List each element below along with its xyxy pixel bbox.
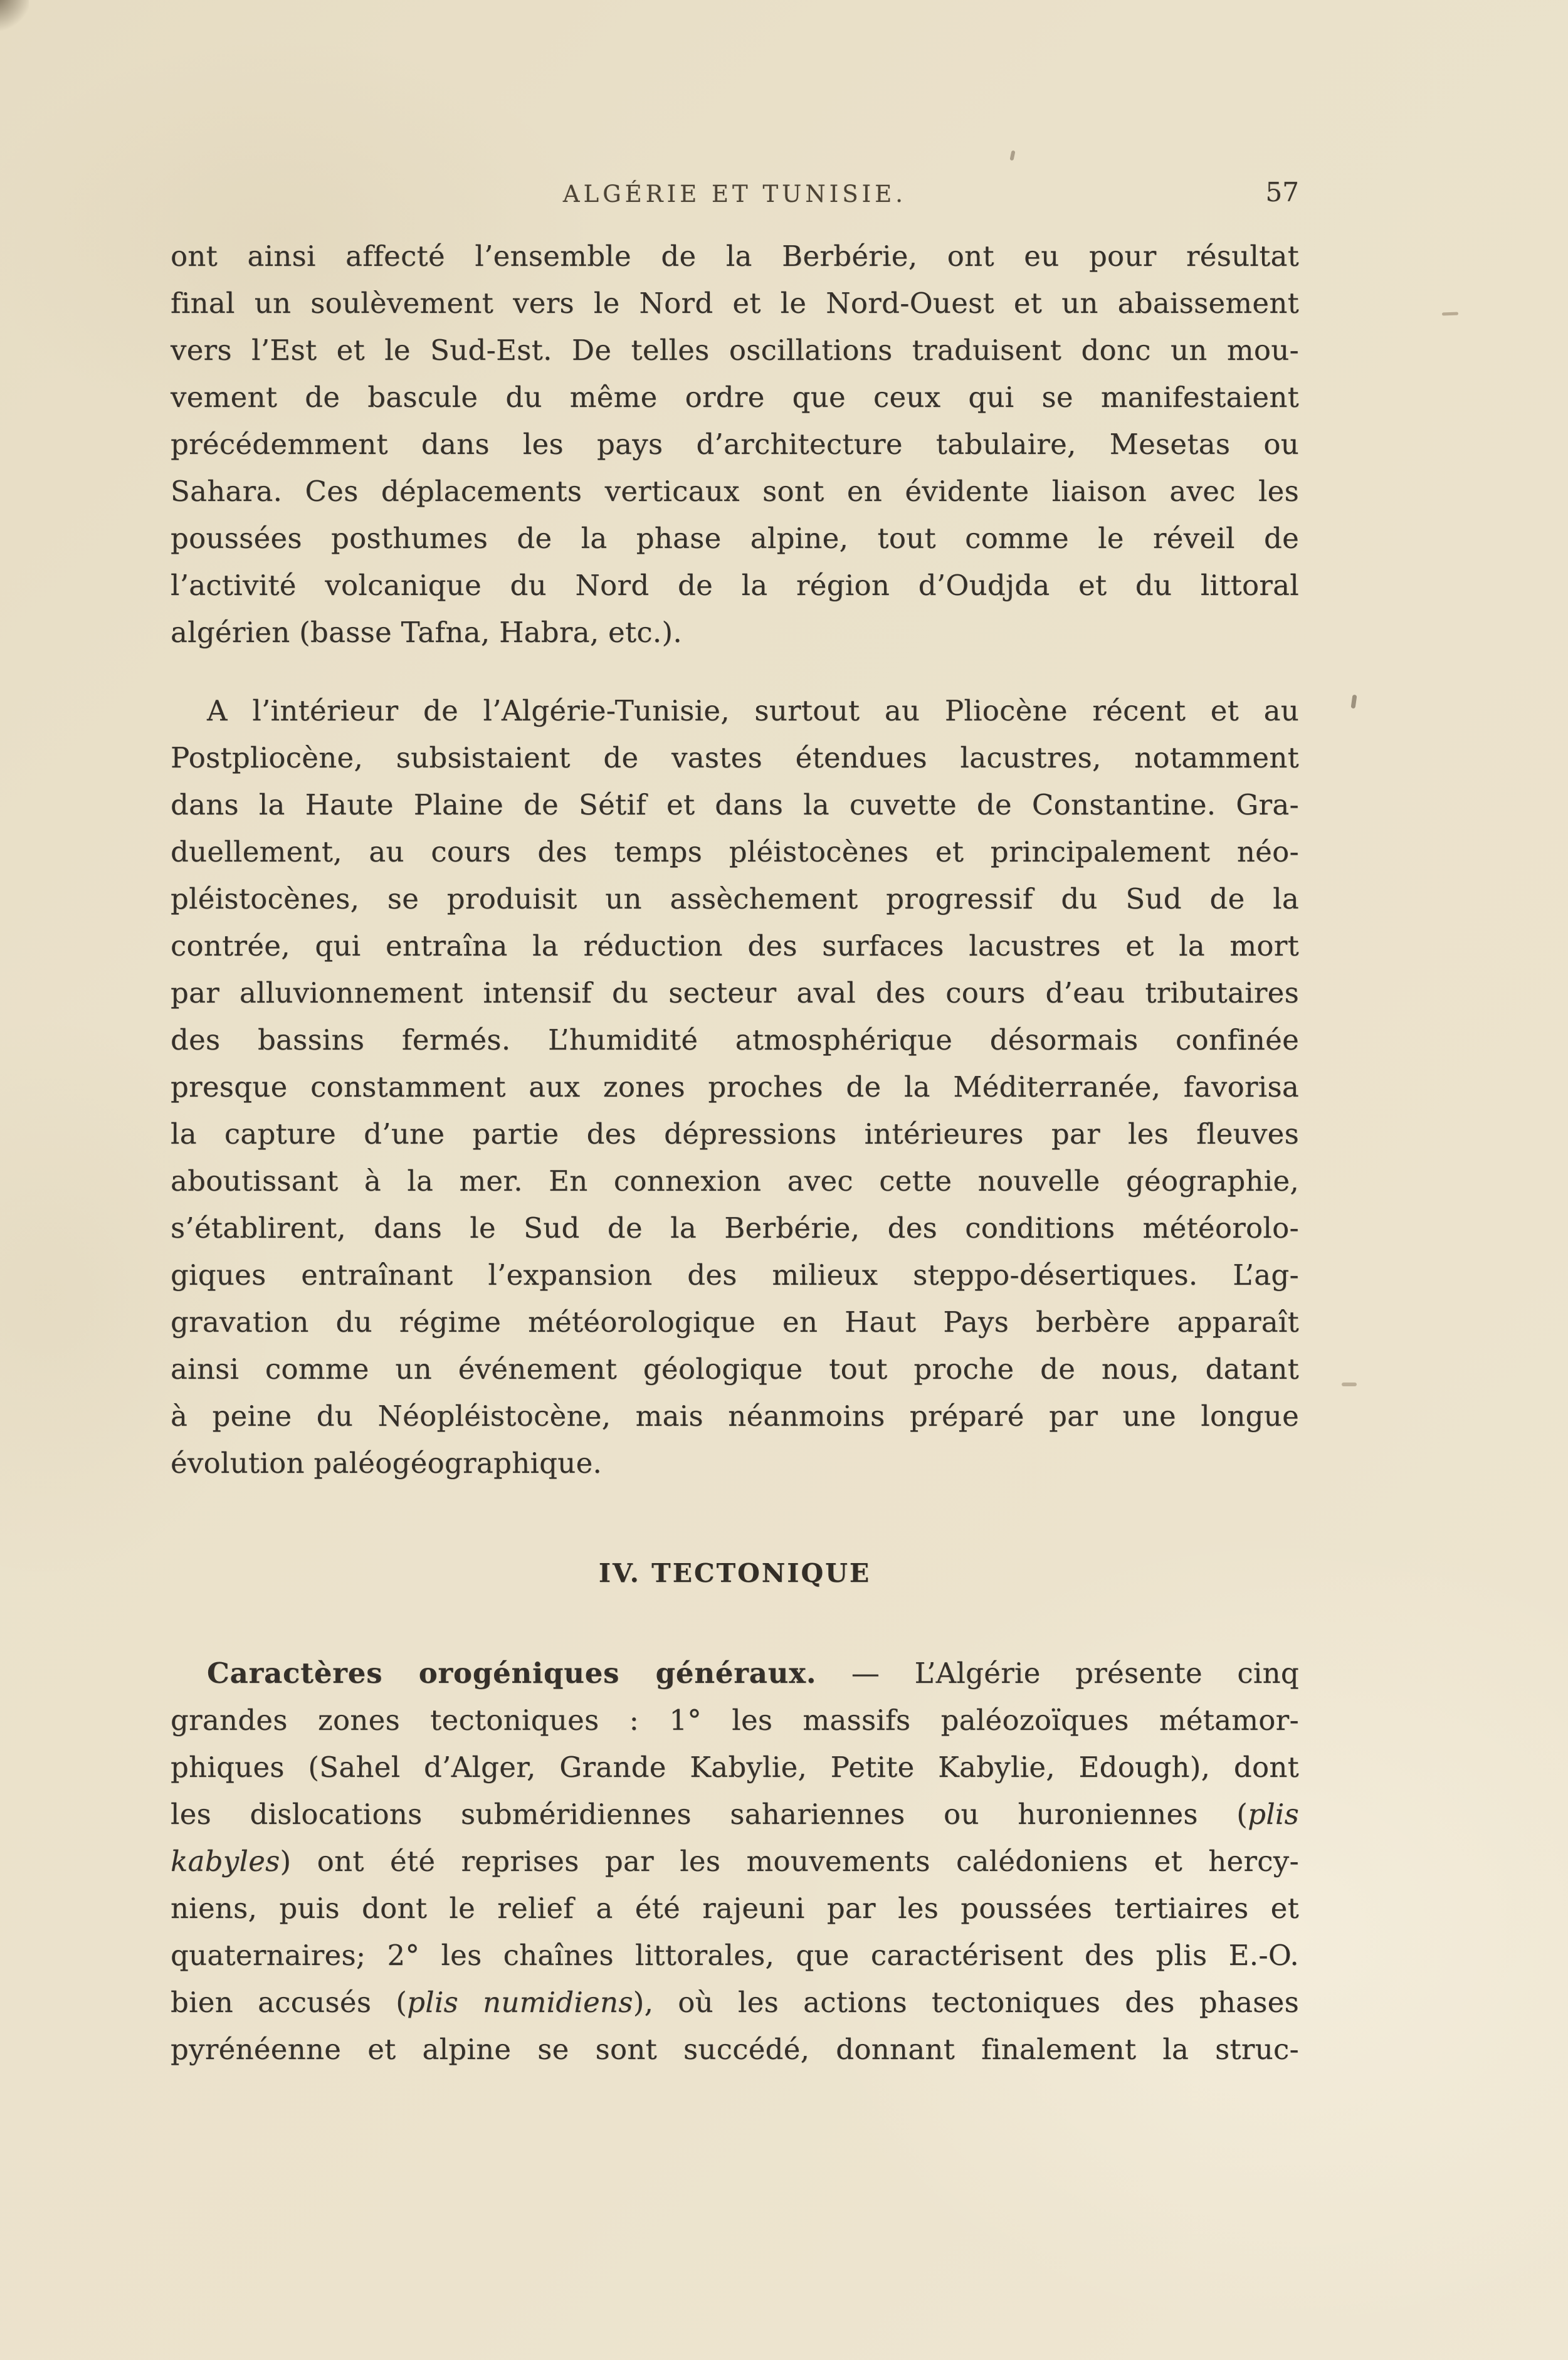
- text-run: final un soulèvement vers le Nord et le Nord-Ouest et un abaissement: [171, 287, 1299, 320]
- text-run: des bassins fermés. L’humidité atmosphérique désormais confinée: [171, 1023, 1299, 1056]
- text-run: s’établirent, dans le Sud de la Berbérie, des conditions météorolo-: [171, 1211, 1299, 1245]
- text-run: ont ainsi affecté l’ensemble de la Berbérie, ont eu pour résultat: [171, 240, 1299, 273]
- text-run: ainsi comme un événement géologique tout proche de nous, datant: [171, 1352, 1299, 1386]
- text-run: ) ont été reprises par les mouvements calédoniens et hercy-: [280, 1845, 1299, 1878]
- text-run: gravation du régime météorologique en Haut Pays berbère apparaît: [171, 1305, 1299, 1339]
- text-run: à peine du Néopléistocène, mais néanmoins préparé par une longue: [171, 1399, 1299, 1433]
- scan-artifact: [1342, 1383, 1357, 1386]
- scan-corner-shadow: [0, 0, 29, 34]
- scan-artifact: [1009, 150, 1015, 161]
- section-heading-tectonique: IV. TECTONIQUE: [598, 1558, 871, 1588]
- text-run: — L’Algérie présente cinq: [816, 1657, 1299, 1690]
- bold-lead-in: Caractères orogéniques généraux.: [207, 1657, 817, 1690]
- paragraph-orogenic-characters: [171, 1650, 1299, 2073]
- page-header: [171, 174, 1299, 214]
- text-line: [171, 280, 1299, 327]
- text-line: [171, 374, 1299, 421]
- text-run: ), où les actions tectoniques des phases: [633, 1986, 1299, 2019]
- text-line: [171, 687, 1299, 734]
- text-run: précédemment dans les pays d’architecture tabulaire, Mesetas ou: [171, 428, 1299, 461]
- text-run: l’activité volcanique du Nord de la région d’Oudjda et du littoral: [171, 569, 1299, 602]
- text-line: [171, 1979, 1299, 2026]
- text-run: algérien (basse Tafna, Habra, etc.).: [171, 616, 682, 649]
- text-line: [171, 327, 1299, 374]
- text-run: A l’intérieur de l’Algérie-Tunisie, surtout au Pliocène récent et au: [207, 694, 1299, 727]
- text-line: [171, 1299, 1299, 1346]
- page-number: 57: [1265, 177, 1299, 208]
- text-line: [171, 1791, 1299, 1838]
- text-line: [171, 2026, 1299, 2073]
- text-line: [171, 828, 1299, 875]
- italic-run: kabyles: [171, 1845, 280, 1878]
- text-run: contrée, qui entraîna la réduction des surfaces lacustres et la mort: [171, 929, 1299, 962]
- text-line: [171, 233, 1299, 280]
- text-line: [171, 875, 1299, 922]
- text-line: [171, 421, 1299, 468]
- text-run: poussées posthumes de la phase alpine, tout comme le réveil de: [171, 522, 1299, 555]
- text-line: [171, 468, 1299, 515]
- text-line: [171, 1744, 1299, 1791]
- text-run: duellement, au cours des temps pléistocènes et principalement néo-: [171, 835, 1299, 868]
- text-run: quaternaires; 2° les chaînes littorales, que caractérisent des plis E.-O.: [171, 1939, 1299, 1972]
- text-run: niens, puis dont le relief a été rajeuni par les poussées tertiaires et: [171, 1892, 1299, 1925]
- italic-run: plis: [1248, 1798, 1299, 1831]
- scan-artifact: [1351, 695, 1357, 709]
- text-line: [171, 1346, 1299, 1393]
- text-run: la capture d’une partie des dépressions intérieures par les fleuves: [171, 1117, 1299, 1151]
- text-run: bien accusés (: [171, 1986, 408, 2019]
- paragraph-lacustrine: [171, 687, 1299, 1487]
- text-line: [171, 922, 1299, 969]
- text-line: [171, 562, 1299, 609]
- italic-run: plis numidiens: [407, 1986, 633, 2019]
- text-line: [171, 1393, 1299, 1440]
- text-run: grandes zones tectoniques : 1° les massifs paléozoïques métamor-: [171, 1704, 1299, 1737]
- text-line: [171, 1650, 1299, 1697]
- text-run: pyrénéenne et alpine se sont succédé, donnant finalement la struc-: [171, 2033, 1299, 2066]
- text-run: par alluvionnement intensif du secteur aval des cours d’eau tributaires: [171, 976, 1299, 1009]
- paragraph-oscillations: [171, 233, 1299, 656]
- text-line: [171, 969, 1299, 1016]
- text-line: [171, 1440, 1299, 1487]
- text-run: évolution paléogéographique.: [171, 1446, 602, 1480]
- text-line: [171, 781, 1299, 828]
- text-line: [171, 1016, 1299, 1063]
- running-title: ALGÉRIE ET TUNISIE.: [562, 181, 907, 208]
- text-run: presque constamment aux zones proches de la Méditerranée, favorisa: [171, 1070, 1299, 1104]
- text-line: [171, 1885, 1299, 1932]
- text-line: [171, 1204, 1299, 1251]
- scan-artifact: [1442, 312, 1458, 316]
- text-run: giques entraînant l’expansion des milieux steppo-désertiques. L’ag-: [171, 1258, 1299, 1292]
- text-line: [171, 1063, 1299, 1110]
- text-line: [171, 1932, 1299, 1979]
- text-line: [171, 1697, 1299, 1744]
- text-run: aboutissant à la mer. En connexion avec cette nouvelle géographie,: [171, 1164, 1299, 1198]
- text-run: Sahara. Ces déplacements verticaux sont en évidente liaison avec les: [171, 475, 1299, 508]
- text-run: dans la Haute Plaine de Sétif et dans la cuvette de Constantine. Gra-: [171, 788, 1299, 821]
- text-run: vement de bascule du même ordre que ceux qui se manifestaient: [171, 381, 1299, 414]
- text-line: [171, 1110, 1299, 1157]
- text-line: [171, 1251, 1299, 1299]
- text-run: pléistocènes, se produisit un assèchement progressif du Sud de la: [171, 882, 1299, 915]
- text-line: [171, 515, 1299, 562]
- text-line: [171, 1157, 1299, 1204]
- text-run: les dislocations subméridiennes sahariennes ou huroniennes (: [171, 1798, 1248, 1831]
- text-line: [171, 734, 1299, 781]
- text-line: [171, 1838, 1299, 1885]
- text-line: [171, 609, 1299, 656]
- text-run: Postpliocène, subsistaient de vastes étendues lacustres, notamment: [171, 741, 1299, 774]
- text-run: phiques (Sahel d’Alger, Grande Kabylie, Petite Kabylie, Edough), dont: [171, 1751, 1299, 1784]
- text-run: vers l’Est et le Sud-Est. De telles oscillations traduisent donc un mou-: [171, 334, 1299, 367]
